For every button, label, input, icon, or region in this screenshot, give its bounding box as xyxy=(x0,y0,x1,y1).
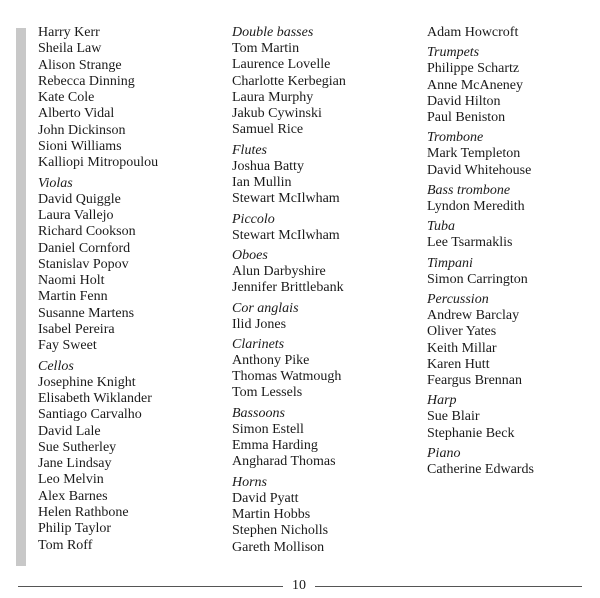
section-heading: Percussion xyxy=(427,291,489,307)
player-name: Paul Beniston xyxy=(427,110,506,126)
player-name: Charlotte Kerbegian xyxy=(232,73,346,89)
section-group xyxy=(427,219,534,251)
section-heading: Tuba xyxy=(427,219,456,235)
player-name: Sue Blair xyxy=(427,409,480,425)
section-group xyxy=(38,359,158,554)
player-name: Isabel Pereira xyxy=(38,322,115,338)
player-name: Alison Strange xyxy=(38,57,122,73)
section-group xyxy=(38,176,158,355)
player-name: Laurence Lovelle xyxy=(232,57,331,73)
section-heading: Piccolo xyxy=(232,211,275,227)
player-name: Sheila Law xyxy=(38,41,102,57)
player-name: Rebecca Dinning xyxy=(38,73,135,89)
section-group xyxy=(38,25,158,172)
footer-rule-right xyxy=(315,586,582,587)
player-name: Philip Taylor xyxy=(38,521,112,537)
player-name: David Hilton xyxy=(427,93,501,109)
roster-column-3 xyxy=(427,25,534,482)
player-name: Josephine Knight xyxy=(38,374,136,390)
player-name: John Dickinson xyxy=(38,122,126,138)
footer-rule-left xyxy=(18,586,283,587)
player-name: Sue Sutherley xyxy=(38,439,117,455)
player-name: David Lale xyxy=(38,423,101,439)
section-group xyxy=(232,25,346,139)
section-heading: Timpani xyxy=(427,255,473,271)
player-name: Philippe Schartz xyxy=(427,61,520,77)
player-name: Sioni Williams xyxy=(38,139,122,155)
section-group xyxy=(427,25,534,41)
section-group xyxy=(427,45,534,126)
player-name: Tom Martin xyxy=(232,41,300,56)
section-group xyxy=(232,475,346,556)
player-name: Joshua Batty xyxy=(232,158,304,174)
player-name: Harry Kerr xyxy=(38,25,100,40)
player-name: Thomas Watmough xyxy=(232,369,342,385)
player-name: Anne McAneney xyxy=(427,77,524,93)
player-name: Emma Harding xyxy=(232,438,318,454)
section-group xyxy=(427,446,534,478)
section-group xyxy=(232,143,346,208)
player-name: Martin Hobbs xyxy=(232,506,311,522)
player-name: Adam Howcroft xyxy=(427,25,519,40)
section-heading: Bass trombone xyxy=(427,183,511,199)
player-name: Lyndon Meredith xyxy=(427,199,525,215)
roster-column-1 xyxy=(38,25,158,558)
section-heading: Cellos xyxy=(38,358,74,374)
section-group xyxy=(427,256,534,288)
player-name: Simon Estell xyxy=(232,421,304,437)
player-name: Santiago Carvalho xyxy=(38,407,142,423)
player-name: Samuel Rice xyxy=(232,122,304,138)
section-heading: Violas xyxy=(38,175,73,191)
section-group xyxy=(427,183,534,215)
player-name: Alberto Vidal xyxy=(38,106,115,122)
player-name: Kalliopi Mitropoulou xyxy=(38,155,159,171)
page-number: 10 xyxy=(292,578,306,593)
sidebar-bar xyxy=(16,28,26,566)
section-heading: Piano xyxy=(427,446,461,462)
player-name: Keith Millar xyxy=(427,340,497,356)
section-heading: Oboes xyxy=(232,247,268,263)
section-heading: Double basses xyxy=(232,25,314,40)
section-group xyxy=(232,406,346,471)
player-name: Catherine Edwards xyxy=(427,462,534,478)
player-name: Stewart McIlwham xyxy=(232,191,340,207)
player-name: Andrew Barclay xyxy=(427,307,520,323)
player-name: Daniel Cornford xyxy=(38,240,131,256)
player-name: Tom Lessels xyxy=(232,385,303,401)
section-heading: Bassoons xyxy=(232,405,285,421)
section-group xyxy=(232,248,346,297)
player-name: Kate Cole xyxy=(38,90,95,106)
player-name: Gareth Mollison xyxy=(232,539,325,555)
player-name: Ian Mullin xyxy=(232,175,292,191)
player-name: Anthony Pike xyxy=(232,352,310,368)
player-name: Naomi Holt xyxy=(38,273,105,289)
player-name: Mark Templeton xyxy=(427,146,521,162)
section-heading: Harp xyxy=(427,393,457,409)
player-name: Karen Hutt xyxy=(427,356,490,372)
player-name: Oliver Yates xyxy=(427,324,497,340)
player-name: Stewart McIlwham xyxy=(232,227,340,243)
player-name: Richard Cookson xyxy=(38,224,136,240)
section-heading: Cor anglais xyxy=(232,300,299,316)
player-name: Helen Rathbone xyxy=(38,505,129,521)
section-heading: Flutes xyxy=(232,142,267,158)
section-heading: Trombone xyxy=(427,130,484,146)
section-group xyxy=(232,337,346,402)
player-name: Stephanie Beck xyxy=(427,425,515,441)
roster-column-2 xyxy=(232,25,346,560)
section-group xyxy=(232,212,346,244)
player-name: David Quiggle xyxy=(38,191,121,207)
player-name: Alun Darbyshire xyxy=(232,263,326,279)
player-name: Jane Lindsay xyxy=(38,456,112,472)
player-name: Fay Sweet xyxy=(38,338,97,354)
player-name: Tom Roff xyxy=(38,537,93,553)
section-group xyxy=(427,292,534,389)
player-name: Stephen Nicholls xyxy=(232,523,329,539)
player-name: Susanne Martens xyxy=(38,305,135,321)
player-name: Elisabeth Wiklander xyxy=(38,390,152,406)
section-heading: Horns xyxy=(232,474,268,490)
player-name: Stanislav Popov xyxy=(38,256,129,272)
section-heading: Trumpets xyxy=(427,45,480,61)
section-group xyxy=(427,130,534,179)
section-group xyxy=(427,393,534,442)
player-name: Laura Murphy xyxy=(232,89,314,105)
section-heading: Clarinets xyxy=(232,336,285,352)
player-name: Ilid Jones xyxy=(232,316,287,332)
player-name: Feargus Brennan xyxy=(427,373,522,389)
player-name: Alex Barnes xyxy=(38,488,108,504)
player-name: Laura Vallejo xyxy=(38,207,114,223)
player-name: Simon Carrington xyxy=(427,271,528,287)
player-name: Jakub Cywinski xyxy=(232,106,322,122)
player-name: David Whitehouse xyxy=(427,162,532,178)
player-name: Leo Melvin xyxy=(38,472,104,488)
player-name: Lee Tsarmaklis xyxy=(427,235,513,251)
player-name: David Pyatt xyxy=(232,490,299,506)
player-name: Martin Fenn xyxy=(38,289,108,305)
section-group xyxy=(232,301,346,333)
player-name: Jennifer Brittlebank xyxy=(232,280,344,296)
player-name: Angharad Thomas xyxy=(232,454,336,470)
